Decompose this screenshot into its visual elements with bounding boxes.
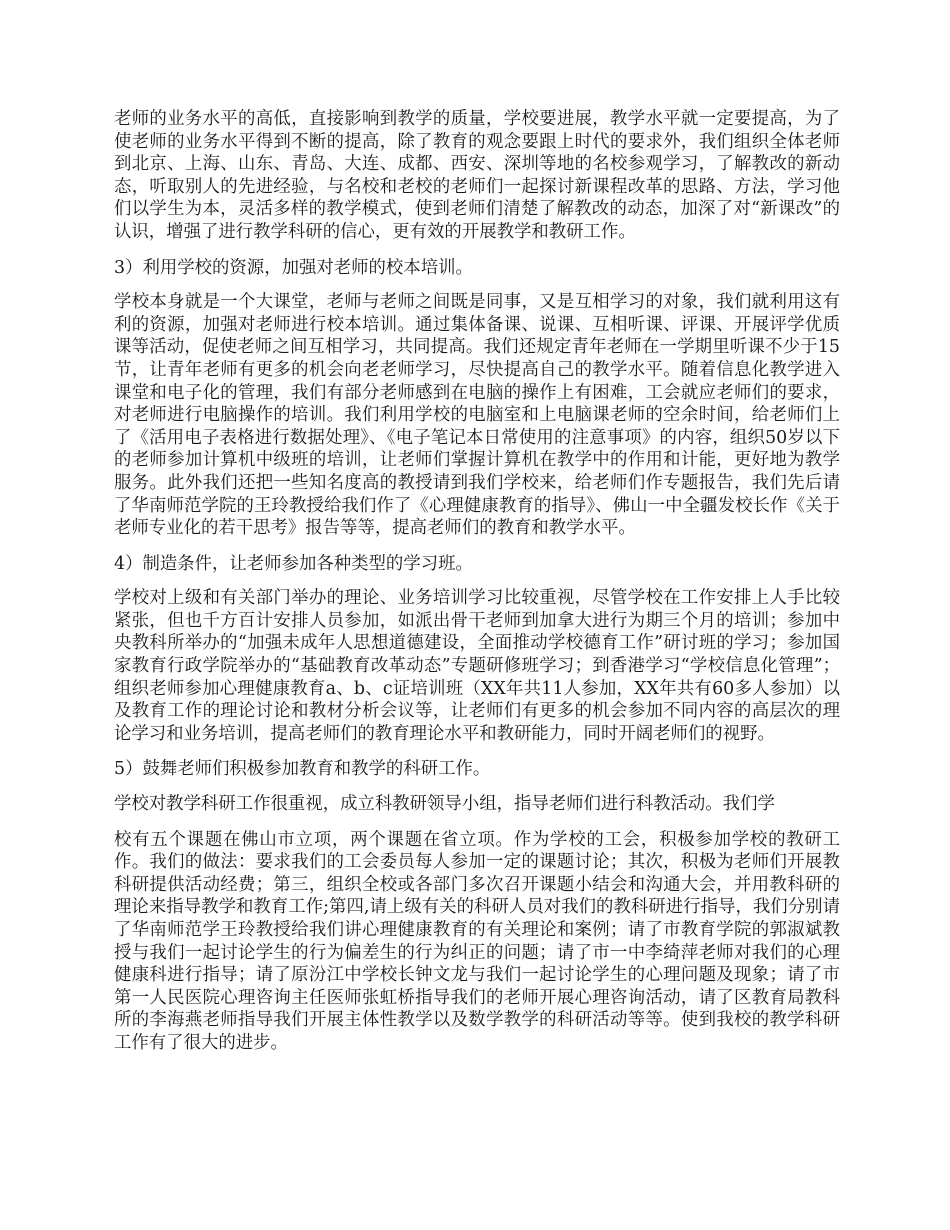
paragraph-training-classes: 学校对上级和有关部门举办的理论、业务培训学习比较重视，尽管学校在工作安排上人手比较紧张，但也千方百计安排人员参加，如派出骨干老师到加拿大进行为期三个月的培训；参加中央教科所举办的“加强未成年人思想道德建设，全面推动学校德育工作”研讨班的学习；参加国家教育行政学院举办的“基础教育改革动态”专题研修班学习；到香港学习“学校信息化管理”；组织老师参加心理健康教育a、b、c证培训班（XX年共11人参加，XX年共有60多人参加）以及教育工作的理论讨论和教材分析会议等，让老师们有更多的机会参加不同内容的高层次的理论学习和业务培训，提高老师们的教育理论水平和教研能力，同时开阔老师们的视野。 [114,588,840,744]
paragraph-school-based-training: 学校本身就是一个大课堂，老师与老师之间既是同事，又是互相学习的对象，我们就利用这有利的资源，加强对老师进行校本培训。通过集体备课、说课、互相听课、评课、开展评学优质课等活动，促使老师之间互相学习，共同提高。我们还规定青年老师在一学期里听课不少于15节，让青年老师有更多的机会向老老师学习，尽快提高自己的教学水平。随着信息化教学进入课堂和电子化的管理，我们有部分老师感到在电脑的操作上有困难，工会就应老师们的要求，对老师进行电脑操作的培训。我们利用学校的电脑室和上电脑课老师的空余时间，给老师们上了《活用电子表格进行数据处理》、《电子笔记本日常使用的注意事项》的内容，组织50岁以下的老师参加计算机中级班的培训，让老师们掌握计算机在教学中的作用和计能，更好地为教学服务。此外我们还把一些知名度高的教授请到我们学校来，给老师们作专题报告，我们先后请了华南师范学院的王玲教授给我们作了《心理健康教育的指导》、佛山一中全疆发校长作《关于老师专业化的若干思考》报告等等，提高老师们的教育和教学水平。 [114,292,840,539]
document-page [114,108,840,1068]
paragraph-research-intro: 学校对教学科研工作很重视，成立科教研领导小组，指导老师们进行科教活动。我们学 [114,794,775,815]
section-heading-4: 4）制造条件，让老师参加各种类型的学习班。 [114,553,473,574]
section-heading-5: 5）鼓舞老师们积极参加教育和教学的科研工作。 [114,759,491,780]
paragraph-research-details: 校有五个课题在佛山市立项，两个课题在省立项。作为学校的工会，积极参加学校的教研工作。我们的做法：要求我们的工会委员每人参加一定的课题讨论；其次，积极为老师们开展教科研提供活动经费；第三，组织全校或各部门多次召开课题小结会和沟通大会，并用教科研的理论来指导教学和教育工作;第四,请上级有关的科研人员对我们的教科研进行指导，我们分别请了华南师范学王玲教授给我们讲心理健康教育的有关理论和案例；请了市教育学院的郭淑斌教授与我们一起讨论学生的行为偏差生的行为纠正的问题；请了市一中李绮萍老师对我们的心理健康科进行指导；请了原汾江中学校长钟文龙与我们一起讨论学生的心理问题及现象；请了市第一人民医院心理咨询主任医师张虹桥指导我们的老师开展心理咨询活动，请了区教育局教科所的李海燕老师指导我们开展主体性教学以及数学教学的科研活动等等。使到我校的教学科研工作有了很大的进步。 [114,829,840,1053]
section-heading-3: 3）利用学校的资源，加强对老师的校本培训。 [114,257,473,278]
paragraph-teacher-professional-level: 老师的业务水平的高低，直接影响到教学的质量，学校要进展，教学水平就一定要提高，为了使老师的业务水平得到不断的提高，除了教育的观念要跟上时代的要求外，我们组织全体老师到北京、上海、山东、青岛、大连、成都、西安、深圳等地的名校参观学习，了解教改的新动态，听取别人的先进经验，与名校和老校的老师们一起探讨新课程改革的思路、方法，学习他们以学生为本，灵活多样的教学模式，使到老师们清楚了解教改的动态，加深了对“新课改”的认识，增强了进行教学科研的信心，更有效的开展教学和教研工作。 [114,109,840,242]
